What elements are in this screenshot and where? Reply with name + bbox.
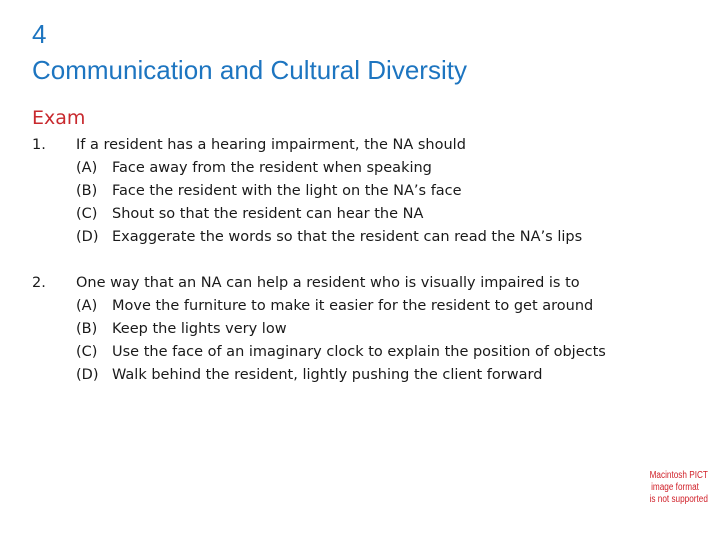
option-letter: (B) xyxy=(76,321,98,337)
option-text: Keep the lights very low xyxy=(112,321,287,337)
option-text: Face away from the resident when speaking xyxy=(112,160,432,176)
option-letter: (C) xyxy=(76,344,98,360)
chapter-number: 4 xyxy=(32,19,47,49)
unsupported-image-placeholder xyxy=(649,470,708,506)
option-letter: (D) xyxy=(76,229,99,245)
section-label: Exam xyxy=(32,107,86,129)
placeholder-line: is not supported xyxy=(649,494,708,505)
option-text: Shout so that the resident can hear the NA xyxy=(112,206,424,222)
option-letter: (D) xyxy=(76,367,99,383)
option-text: Exaggerate the words so that the resident can read the NA’s lips xyxy=(112,229,583,245)
option-text: Face the resident with the light on the NA’s face xyxy=(112,183,462,199)
option-letter: (B) xyxy=(76,183,98,199)
question-stem: If a resident has a hearing impairment, the NA should xyxy=(76,137,466,153)
chapter-title: Communication and Cultural Diversity xyxy=(32,55,467,85)
option-text: Move the furniture to make it easier for the resident to get around xyxy=(112,298,594,314)
option-letter: (A) xyxy=(76,160,98,176)
option-letter: (A) xyxy=(76,298,98,314)
placeholder-line: Macintosh PICT xyxy=(649,470,708,481)
question-stem: One way that an NA can help a resident who is visually impaired is to xyxy=(76,275,580,291)
question-number: 1. xyxy=(32,137,46,153)
option-letter: (C) xyxy=(76,206,98,222)
placeholder-line: image format xyxy=(651,482,699,493)
option-text: Walk behind the resident, lightly pushing the client forward xyxy=(112,367,543,383)
question-number: 2. xyxy=(32,275,46,291)
option-text: Use the face of an imaginary clock to explain the position of objects xyxy=(112,344,606,360)
